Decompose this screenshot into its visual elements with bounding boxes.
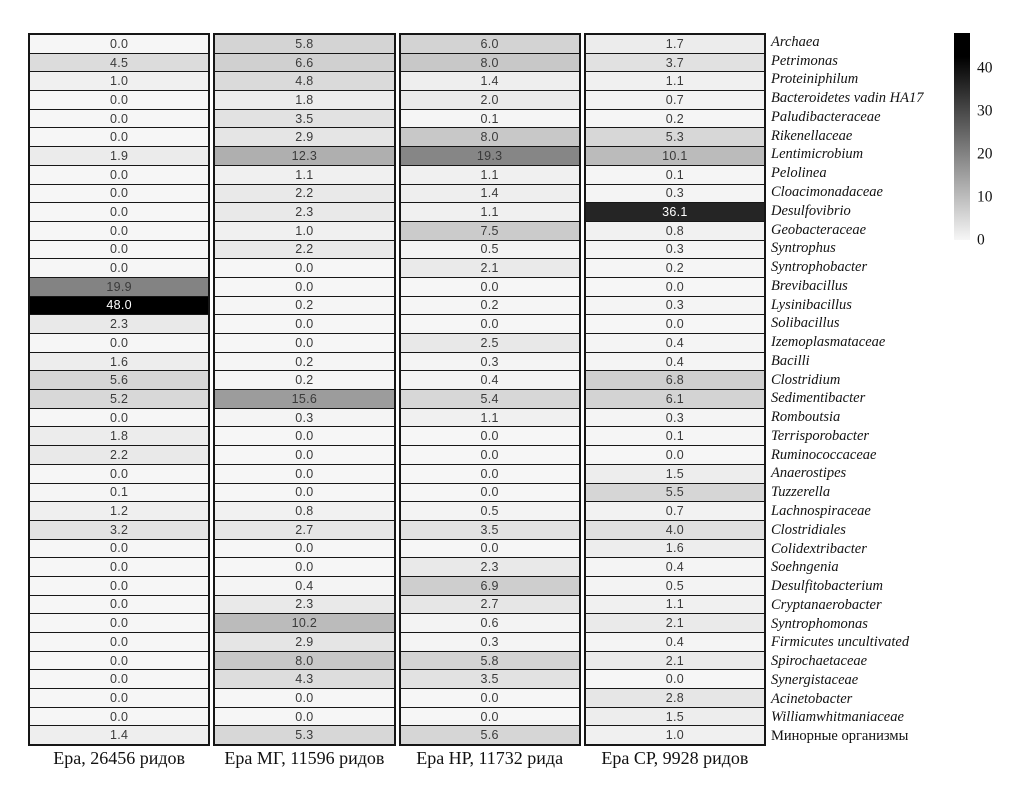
row-label: Syntrophobacter [771,259,868,276]
heatmap-cell: 0.1 [586,426,764,445]
heatmap-cell: 3.7 [586,53,764,72]
heatmap-cell: 1.1 [401,202,579,221]
row-label: Paludibacteraceae [771,108,881,125]
heatmap-cell: 2.9 [215,632,393,651]
heatmap-cell: 5.6 [401,725,579,744]
heatmap-cell: 0.0 [30,688,208,707]
heatmap-cell: 0.0 [30,221,208,240]
heatmap-cell: 1.8 [215,90,393,109]
heatmap-cell: 0.0 [215,258,393,277]
heatmap-cell: 48.0 [30,296,208,315]
heatmap-cell: 0.0 [215,445,393,464]
heatmap-cell: 3.5 [401,669,579,688]
heatmap-cell: 1.6 [586,539,764,558]
heatmap-cell: 19.9 [30,277,208,296]
row-label: Cryptanaerobacter [771,596,882,613]
heatmap-cell: 1.4 [401,71,579,90]
row-label: Ruminococcaceae [771,446,877,463]
heatmap-cell: 2.0 [401,90,579,109]
heatmap-cell: 3.2 [30,520,208,539]
heatmap-cell: 10.2 [215,613,393,632]
colorbar-tick-label: 40 [977,58,993,76]
heatmap-cell: 4.0 [586,520,764,539]
heatmap-cell: 1.5 [586,707,764,726]
heatmap-cell: 2.3 [30,314,208,333]
heatmap-cell: 2.7 [401,595,579,614]
heatmap-cell: 5.3 [215,725,393,744]
heatmap-cell: 0.6 [401,613,579,632]
heatmap-cell: 0.5 [586,576,764,595]
heatmap-cell: 0.0 [215,539,393,558]
heatmap-cell: 2.1 [401,258,579,277]
row-label: Lentimicrobium [771,146,864,163]
heatmap-cell: 19.3 [401,146,579,165]
heatmap-cell: 4.5 [30,53,208,72]
heatmap-cell: 1.8 [30,426,208,445]
heatmap-cell: 3.5 [215,109,393,128]
heatmap-cell: 8.0 [401,53,579,72]
colorbar-tick-label: 30 [977,101,993,119]
row-label: Izemoplasmataceae [771,334,886,351]
heatmap-cell: 0.5 [401,501,579,520]
heatmap-cell: 0.4 [586,557,764,576]
heatmap-column-3 [399,33,581,746]
heatmap-cell: 0.4 [586,352,764,371]
heatmap-cell: 6.6 [215,53,393,72]
heatmap-cell: 0.0 [401,314,579,333]
heatmap-cell: 0.0 [30,165,208,184]
row-label: Cloacimonadaceae [771,184,883,200]
heatmap-cell: 0.3 [586,240,764,259]
heatmap-cell: 0.0 [401,688,579,707]
heatmap-cell: 7.5 [401,221,579,240]
column-label: Ера МГ, 11596 ридов [224,748,385,768]
column-label: Ера НР, 11732 рида [416,748,564,768]
heatmap-cell: 0.0 [215,277,393,296]
heatmap-cell: 4.8 [215,71,393,90]
heatmap-cell: 1.1 [586,71,764,90]
heatmap-cell: 0.0 [30,669,208,688]
row-label: Proteiniphilum [771,71,859,88]
heatmap-cell: 0.0 [30,109,208,128]
row-label: Rikenellaceae [771,127,853,144]
row-label: Petrimonas [771,52,838,69]
heatmap-cell: 0.0 [30,184,208,203]
row-label: Anaerostipes [771,465,847,482]
heatmap-cell: 2.7 [215,520,393,539]
heatmap-cell: 0.0 [30,632,208,651]
row-label: Lysinibacillus [771,296,852,313]
heatmap-cell: 0.0 [30,240,208,259]
heatmap-cell: 6.0 [401,35,579,53]
heatmap-cell: 0.4 [401,370,579,389]
heatmap-column-4 [584,33,766,746]
heatmap-cell: 0.0 [215,333,393,352]
heatmap-column-2 [213,33,395,746]
heatmap-cell: 0.0 [30,35,208,53]
heatmap-cell: 0.0 [30,258,208,277]
heatmap-cell: 0.8 [586,221,764,240]
heatmap-cell: 0.4 [586,632,764,651]
heatmap-cell: 1.1 [586,595,764,614]
heatmap-cell: 0.3 [401,352,579,371]
row-label: Spirochaetaceae [771,653,868,670]
heatmap-cell: 1.1 [401,165,579,184]
heatmap-cell: 8.0 [215,651,393,670]
row-label: Brevibacillus [771,277,848,294]
heatmap-cell: 0.7 [586,501,764,520]
row-label: Clostridium [771,371,841,388]
heatmap-cell: 0.0 [30,90,208,109]
heatmap-cell: 2.8 [586,688,764,707]
heatmap-cell: 12.3 [215,146,393,165]
heatmap-cell: 0.7 [586,90,764,109]
column-label: Ера СР, 9928 ридов [601,748,749,768]
heatmap-cell: 0.3 [401,632,579,651]
heatmap-cell: 0.1 [401,109,579,128]
heatmap-cell: 0.0 [401,464,579,483]
row-label: Pelolinea [771,165,827,182]
heatmap-cell: 0.2 [215,370,393,389]
heatmap-cell: 1.1 [401,408,579,427]
heatmap-cell: 0.2 [586,258,764,277]
heatmap-cell: 1.0 [30,71,208,90]
heatmap-cell: 0.0 [401,445,579,464]
row-label: Solibacillus [771,315,840,332]
heatmap-cell: 0.0 [215,688,393,707]
row-label: Desulfitobacterium [771,578,883,595]
heatmap-cell: 10.1 [586,146,764,165]
row-label: Syntrophomonas [771,615,868,632]
row-label: Firmicutes uncultivated [771,634,910,651]
row-label: Tuzzerella [771,484,831,501]
heatmap-cell: 6.9 [401,576,579,595]
heatmap-cell: 5.4 [401,389,579,408]
heatmap-cell: 0.0 [30,333,208,352]
row-label: Acinetobacter [771,690,853,707]
heatmap-cell: 0.0 [30,595,208,614]
row-label: Desulfovibrio [771,202,851,219]
heatmap-cell: 0.0 [586,277,764,296]
row-label: Soehngenia [771,559,839,576]
row-label: Colidextribacter [771,540,867,557]
heatmap-cell: 6.8 [586,370,764,389]
heatmap-cell: 0.0 [30,613,208,632]
heatmap-cell: 0.0 [30,202,208,221]
colorbar-gradient [954,33,970,240]
heatmap-cell: 0.4 [586,333,764,352]
heatmap-cell: 2.3 [215,595,393,614]
heatmap-cell: 1.9 [30,146,208,165]
heatmap-cell: 4.3 [215,669,393,688]
heatmap-cell: 2.2 [30,445,208,464]
heatmap-cell: 0.0 [215,707,393,726]
heatmap-cell: 0.0 [401,277,579,296]
heatmap-cell: 2.2 [215,240,393,259]
heatmap-cell: 5.6 [30,370,208,389]
row-label: Lachnospiraceae [771,503,871,520]
heatmap-cell: 0.3 [215,408,393,427]
column-label: Ера, 26456 ридов [53,748,186,768]
heatmap-cell: 0.0 [30,464,208,483]
heatmap-cell: 36.1 [586,202,764,221]
heatmap-cell: 1.5 [586,464,764,483]
heatmap-cell: 0.0 [215,464,393,483]
heatmap-cell: 2.3 [401,557,579,576]
heatmap-cell: 2.3 [215,202,393,221]
heatmap-cell: 0.0 [215,557,393,576]
colorbar-tick-label: 20 [977,145,993,162]
row-label: Williamwhitmaniaceae [771,709,904,726]
colorbar-tick-label: 0 [977,231,985,249]
heatmap-cell: 0.0 [215,314,393,333]
row-label: Synergistaceae [771,671,859,688]
heatmap-cell: 0.2 [215,352,393,371]
heatmap-cell: 0.0 [401,707,579,726]
heatmap-cell: 1.0 [586,725,764,744]
row-label: Sedimentibacter [771,390,866,407]
heatmap-cell: 2.9 [215,127,393,146]
heatmap-column-1 [28,33,210,746]
heatmap-cell: 3.5 [401,520,579,539]
row-label: Bacilli [771,352,810,369]
heatmap-cell: 0.5 [401,240,579,259]
row-label: Минорные организмы [771,728,909,745]
heatmap-cell: 0.0 [215,426,393,445]
heatmap-cell: 0.3 [586,408,764,427]
heatmap-cell: 0.2 [401,296,579,315]
heatmap-cell: 2.1 [586,613,764,632]
heatmap-cell: 5.2 [30,389,208,408]
heatmap-cell: 5.8 [401,651,579,670]
heatmap-cell: 0.3 [586,184,764,203]
heatmap-cell: 2.1 [586,651,764,670]
heatmap-cell: 1.2 [30,501,208,520]
row-label: Syntrophus [771,240,836,257]
heatmap-cell: 0.0 [30,707,208,726]
heatmap-cell: 0.0 [586,669,764,688]
heatmap-cell: 0.3 [586,296,764,315]
row-label: Romboutsia [771,409,841,426]
heatmap-cell: 2.2 [215,184,393,203]
heatmap-cell: 0.0 [30,651,208,670]
heatmap-cell: 0.2 [586,109,764,128]
heatmap-cell: 0.0 [401,483,579,502]
heatmap-cell: 0.1 [586,165,764,184]
heatmap-cell: 1.1 [215,165,393,184]
heatmap-cell: 0.0 [586,314,764,333]
row-label: Clostridiales [771,521,846,538]
row-label: Bacteroidetes vadin HA17 [771,90,924,107]
heatmap-cell: 8.0 [401,127,579,146]
heatmap-cell: 5.8 [215,35,393,53]
heatmap-cell: 0.4 [215,576,393,595]
heatmap-cell: 0.0 [30,557,208,576]
heatmap-cell: 1.4 [30,725,208,744]
heatmap-grid [28,33,766,746]
heatmap-cell: 0.0 [586,445,764,464]
heatmap-cell: 0.2 [215,296,393,315]
colorbar-tick-label: 10 [977,188,993,206]
heatmap-cell: 1.7 [586,35,764,53]
heatmap-cell: 0.1 [30,483,208,502]
heatmap-cell: 1.6 [30,352,208,371]
heatmap-cell: 6.1 [586,389,764,408]
heatmap-cell: 15.6 [215,389,393,408]
heatmap-cell: 2.5 [401,333,579,352]
heatmap-cell: 5.3 [586,127,764,146]
row-label: Terrisporobacter [771,427,870,444]
heatmap-cell: 0.0 [30,127,208,146]
heatmap-cell: 5.5 [586,483,764,502]
heatmap-cell: 0.0 [401,426,579,445]
row-label: Archaea [771,33,820,50]
heatmap-cell: 1.0 [215,221,393,240]
row-label: Geobacteraceae [771,221,867,238]
heatmap-cell: 0.0 [215,483,393,502]
heatmap-cell: 0.0 [30,408,208,427]
heatmap-cell: 0.0 [30,576,208,595]
heatmap-cell: 0.0 [30,539,208,558]
heatmap-cell: 0.0 [401,539,579,558]
heatmap-cell: 1.4 [401,184,579,203]
heatmap-cell: 0.8 [215,501,393,520]
